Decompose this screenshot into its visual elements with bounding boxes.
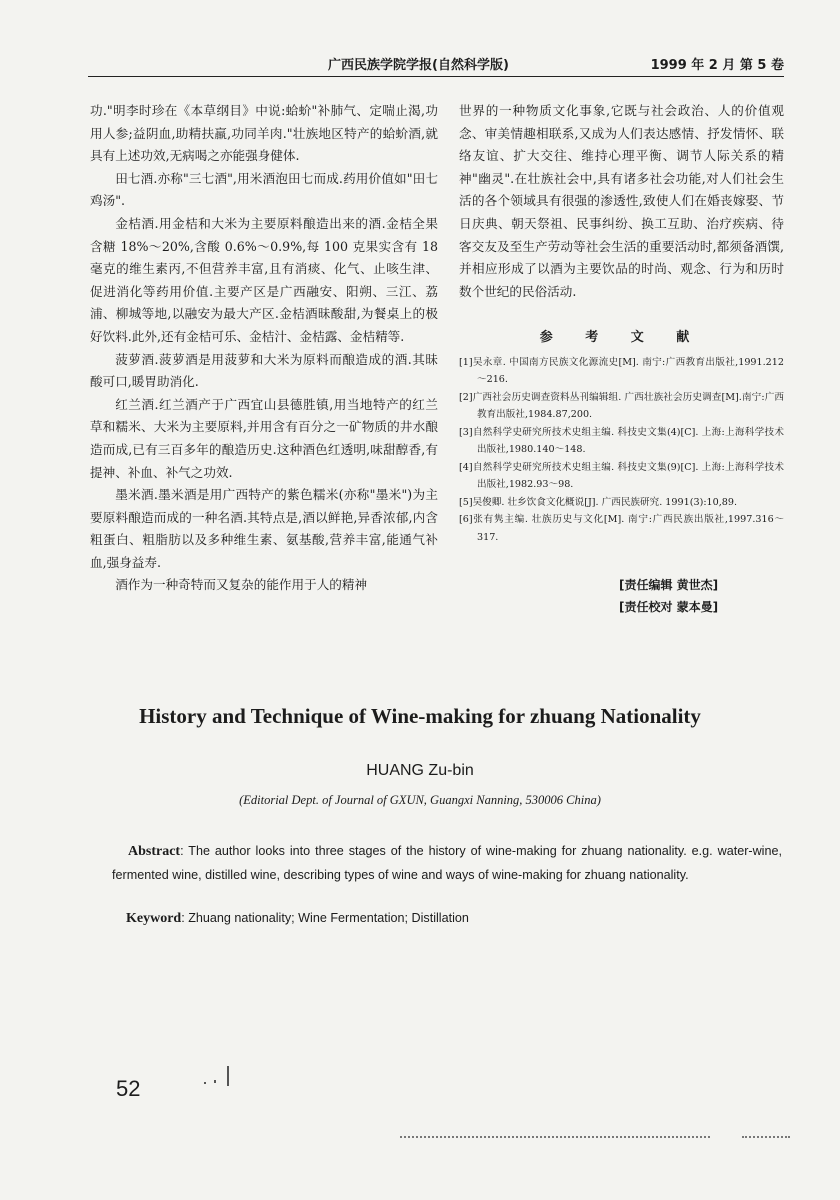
english-affiliation: (Editorial Dept. of Journal of GXUN, Guangxi Nanning, 530006 China) xyxy=(239,793,601,807)
issue-info: 1999 年 2 月 第 5 卷 xyxy=(650,58,784,73)
english-author: HUANG Zu-bin xyxy=(366,762,474,779)
references-list xyxy=(459,354,784,547)
keyword-label: Keyword xyxy=(126,911,182,926)
reference-item: [6]张有隽主编. 壮族历史与文化[M]. 南宁:广西民族出版社,1997.316～317. xyxy=(459,514,784,543)
paragraph: 世界的一种物质文化事象,它既与社会政治、人的价值观念、审美情趣相联系,又成为人们表达感情、抒发情怀、联络友谊、扩大交往、维持心理平衡、调节人际关系的精神"幽灵".在壮族社会中,具有诸多社会功能,对人们社会生活的各个领域具有很强的渗透性,致使人们在婚丧嫁娶、节日庆典、朝天祭祖、民事纠纷、换工互助、治疗疾病、待客交友及至生产劳动等社会生活的重要活动时,都须备酒馔,并相应形成了以酒为主要饮品的时尚、观念、行为和历时数个世纪的民俗活动. xyxy=(459,103,784,299)
page-number: 52 xyxy=(116,1076,141,1101)
paragraph: 菠萝酒.菠萝酒是用菠萝和大米为原料而酿造成的酒.其昧酸可口,暖胃助消化. xyxy=(90,351,438,390)
paragraph: 墨米酒.墨米酒是用广西特产的紫色糯米(亦称"墨米")为主要原料酿造而成的一种名酒.其特点是,酒以鲜艳,异香浓郁,内含粗蛋白、粗脂肪以及多种维生素、氨基酸,营养丰富,能通气补血,强身益寿. xyxy=(90,487,438,570)
reference-item: [2]广西社会历史调查资料丛刊编辑组. 广西壮族社会历史调查[M].南宁:广西教育出版社,1984.87,200. xyxy=(459,391,784,421)
reference-item: [3]自然科学史研究所技术史组主编. 科技史文集(4)[C]. 上海:上海科学技术出版社,1980.140～148. xyxy=(459,426,784,456)
scan-speck xyxy=(204,1082,206,1084)
paragraph: 金桔酒.用金桔和大米为主要原料酿造出来的酒.金桔全果含糖 18%～20%,含酸 0.6%～0.9%,每 100 克果实含有 18 毫克的维生素丙,不但营养丰富,且有消痰、化气、止咳生津、促进消化等药用价值.主要产区是广西融安、阳朔、三江、荔浦、柳城等地,以融安为最大产区.金桔酒昧酸甜,为餐桌上的极好饮料.此外,还有金桔可乐、金桔汁、金桔露、金桔精等. xyxy=(90,215,438,344)
paragraph: 田七酒.亦称"三七酒",用米酒泡田七而成.药用价值如"田七鸡汤". xyxy=(90,170,438,209)
left-column xyxy=(90,100,438,597)
english-title: History and Technique of Wine-making for zhuang Nationality xyxy=(139,704,701,728)
scan-speck xyxy=(227,1066,229,1086)
journal-name: 广西民族学院学报(自然科学版) xyxy=(328,58,509,73)
running-header xyxy=(88,50,784,77)
english-keywords xyxy=(126,907,782,930)
right-column xyxy=(459,100,784,618)
reference-item: [5]吴俊卿. 壮乡饮食文化概说[J]. 广西民族研究. 1991(3):10,89. xyxy=(459,496,738,508)
references-title: 参 考 文 献 xyxy=(539,330,704,346)
responsible-editor: [责任编辑 黄世杰] xyxy=(619,578,719,593)
paragraph: 功."明李时珍在《本草纲目》中说:蛤蚧"补肺气、定喘止渴,功用人参;益阴血,助精扶羸,功同羊肉."壮族地区特产的蛤蚧酒,就具有上述功效,无病喝之亦能强身健体. xyxy=(90,103,438,164)
reference-item: [1]吴永章. 中国南方民族文化源流史[M]. 南宁:广西教育出版社,1991.212～216. xyxy=(459,356,784,386)
scan-speck xyxy=(214,1080,216,1083)
abstract-label: Abstract xyxy=(128,844,181,859)
abstract-text: : The author looks into three stages of the history of wine-making for zhuang nationality. e.g. water-wine, fermented wine, distilled wine, describing types of wine and ways of wine-making for zhuang nationality. xyxy=(112,844,782,882)
english-abstract xyxy=(112,840,782,886)
paragraph: 酒作为一种奇特而又复杂的能作用于人的精神 xyxy=(115,577,368,593)
reference-item: [4]自然科学史研究所技术史组主编. 科技史文集(9)[C]. 上海:上海科学技术出版社,1982.93～98. xyxy=(459,461,784,491)
scan-dotted-line xyxy=(742,1136,790,1138)
paragraph: 红兰酒.红兰酒产于广西宜山县德胜镇,用当地特产的红兰草和糯米、大米为主要原料,并用含有百分之一矿物质的井水酿造而成,已有三百多年的酿造历史.这种酒色红透明,味甜醇香,有提神、补血、补气之功效. xyxy=(90,396,438,480)
scan-dotted-line xyxy=(400,1136,710,1138)
keyword-text: : Zhuang nationality; Wine Fermentation; Distillation xyxy=(181,911,469,925)
responsible-proofreader: [责任校对 蒙本曼] xyxy=(619,600,719,615)
editor-credits xyxy=(459,574,784,618)
